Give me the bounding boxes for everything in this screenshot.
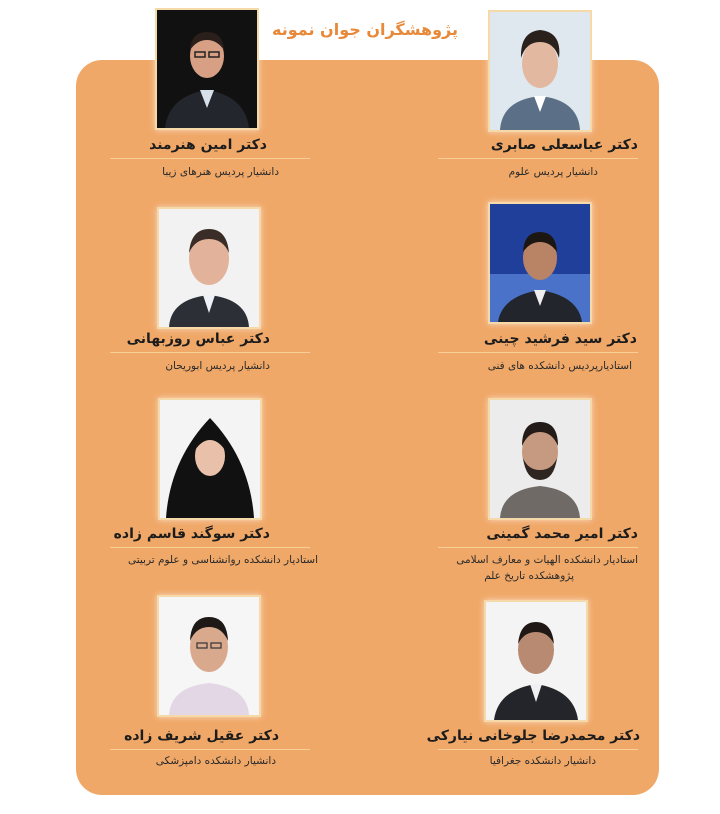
researcher-photo-saberi bbox=[488, 10, 592, 132]
researcher-name-sharifzadeh: دکتر عقیل شریف زاده bbox=[124, 728, 279, 744]
researcher-photo-ghasemzadeh bbox=[158, 398, 262, 520]
page-title: پژوهشگران جوان نمونه bbox=[272, 20, 458, 39]
researcher-photo-honarmand bbox=[155, 8, 259, 130]
researcher-name-gamini: دکتر امیر محمد گمینی bbox=[486, 526, 638, 542]
researcher-photo-roozbahani bbox=[157, 207, 261, 329]
researcher-affiliation-honarmand: دانشیار پردیس هنرهای زیبا bbox=[162, 166, 279, 178]
researcher-affiliation-roozbahani: دانشیار پردیس ابوریحان bbox=[165, 360, 270, 372]
researcher-affiliation-sharifzadeh: دانشیار دانشکده دامپزشکی bbox=[155, 755, 276, 767]
separator bbox=[110, 352, 310, 353]
researcher-name-chini: دکتر سید فرشید چینی bbox=[483, 331, 637, 347]
researcher-photo-jelokhani bbox=[484, 600, 588, 722]
researcher-affiliation-jelokhani: دانشیار دانشکده جغرافیا bbox=[489, 755, 596, 767]
researcher-name-ghasemzadeh: دکتر سوگند قاسم زاده bbox=[113, 526, 270, 542]
separator bbox=[110, 547, 310, 548]
separator bbox=[110, 158, 310, 159]
separator bbox=[438, 158, 638, 159]
separator bbox=[438, 749, 638, 750]
separator bbox=[438, 547, 638, 548]
researcher-photo-gamini bbox=[488, 398, 592, 520]
researcher-affiliation-ghasemzadeh: استادیار دانشکده روانشناسی و علوم تربیتی bbox=[127, 554, 318, 566]
researcher-photo-sharifzadeh bbox=[157, 595, 261, 717]
separator bbox=[438, 352, 638, 353]
researcher-name-jelokhani: دکتر محمدرضا جلوخانی نیارکی bbox=[426, 728, 640, 744]
researcher-affiliation-chini: استادیارپردیس دانشکده های فنی bbox=[487, 360, 632, 372]
researcher-photo-chini bbox=[488, 202, 592, 324]
researcher-affiliation-gamini: استادیار دانشکده الهیات و معارف اسلامی bbox=[456, 554, 638, 566]
researcher-affiliation-saberi: دانشیار پردیس علوم bbox=[508, 166, 598, 178]
researcher-name-honarmand: دکتر امین هنرمند bbox=[149, 137, 267, 153]
researcher-affiliation-gamini-line2: پژوهشکده تاریخ علم bbox=[484, 570, 574, 582]
researcher-name-roozbahani: دکتر عباس روزبهانی bbox=[126, 331, 270, 347]
separator bbox=[110, 749, 310, 750]
researcher-name-saberi: دکتر عباسعلی صابری bbox=[490, 137, 638, 153]
